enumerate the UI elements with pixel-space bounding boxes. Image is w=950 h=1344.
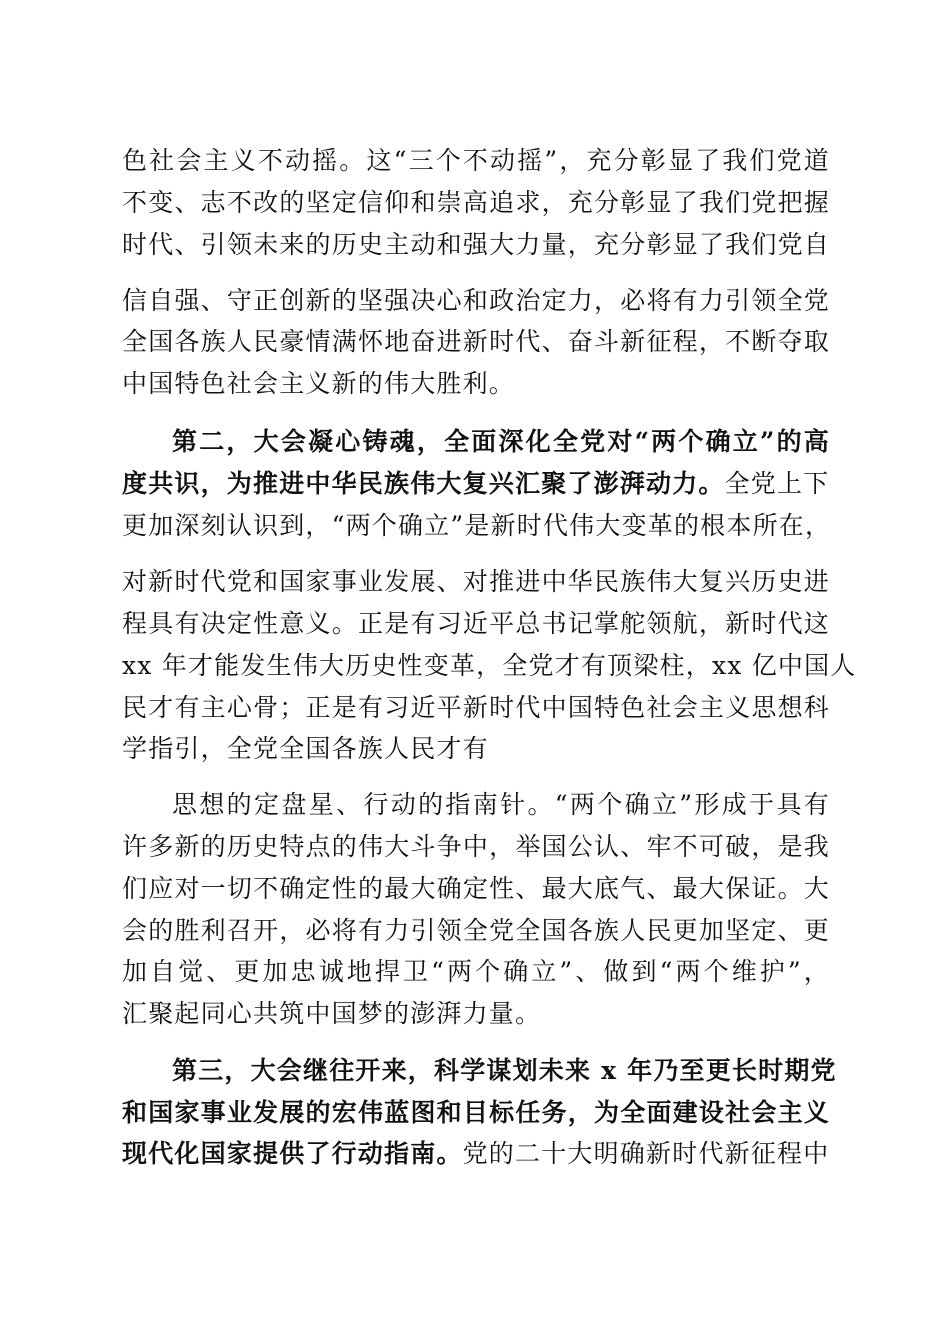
heading-line-5: 现代化国家提供了行动指南。 (122, 1139, 463, 1168)
heading-line-2-wrap (122, 466, 830, 502)
text-line-16: 许多新的历史特点的伟大斗争中，举国公认、牢不可破，是我 (122, 832, 830, 861)
text-line-6: 中国特色社会主义新的伟大胜利。 (122, 369, 516, 398)
text-line-11: 程具有决定性意义。正是有习近平总书记掌舵领航，新时代这 (122, 609, 830, 638)
text-line-3: 时代、引领未来的历史主动和强大力量，充分彰显了我们党自 (122, 230, 830, 259)
heading-line-4: 和国家事业发展的宏伟蓝图和目标任务，为全面建设社会主义 (122, 1098, 830, 1127)
text-line-9: 更加深刻认识到，“两个确立”是新时代伟大变革的根本所在， (122, 511, 832, 540)
heading-line-1: 第二，大会凝心铸魂，全面深化全党对“两个确立”的高 (172, 427, 830, 456)
heading-line-5-wrap (122, 1136, 830, 1172)
heading-line-2: 度共识，为推进中华民族伟大复兴汇聚了澎湃动力。 (122, 469, 725, 498)
heading-line-3: 第三，大会继往开来，科学谋划未来 x 年乃至更长时期党 (172, 1056, 837, 1085)
text-line-13: 民才有主心骨；正是有习近平新时代中国特色社会主义思想科 (122, 693, 830, 722)
text-line-5: 全国各族人民豪情满怀地奋进新时代、奋斗新征程，不断夺取 (122, 327, 830, 356)
text-line-10: 对新时代党和国家事业发展、对推进中华民族伟大复兴历史进 (122, 567, 830, 596)
text-line-12: xx 年才能发生伟大历史性变革，全党才有顶梁柱，xx 亿中国人 (122, 651, 857, 680)
text-line-14: 学指引，全党全国各族人民才有 (122, 734, 489, 763)
text-line-20: 汇聚起同心共筑中国梦的澎湃力量。 (122, 999, 542, 1028)
text-line-1: 色社会主义不动摇。这“三个不动摇”，充分彰显了我们党道 (122, 146, 830, 175)
text-line-19: 加自觉、更加忠诚地捍卫“两个确立”、做到“两个维护”， (122, 957, 830, 986)
text-line-17: 们应对一切不确定性的最大确定性、最大底气、最大保证。大 (122, 874, 830, 903)
text-line-2: 不变、志不改的坚定信仰和崇高追求，充分彰显了我们党把握 (122, 188, 830, 217)
text-line-4: 信自强、守正创新的坚强决心和政治定力，必将有力引领全党 (122, 286, 830, 315)
text-line-8-tail: 全党上下 (724, 469, 830, 498)
text-line-18: 会的胜利召开，必将有力引领全党全国各族人民更加坚定、更 (122, 916, 830, 945)
text-line-15: 思想的定盘星、行动的指南针。“两个确立”形成于具有 (172, 790, 830, 819)
text-line-24-tail: 党的二十大明确新时代新征程中 (462, 1139, 830, 1168)
